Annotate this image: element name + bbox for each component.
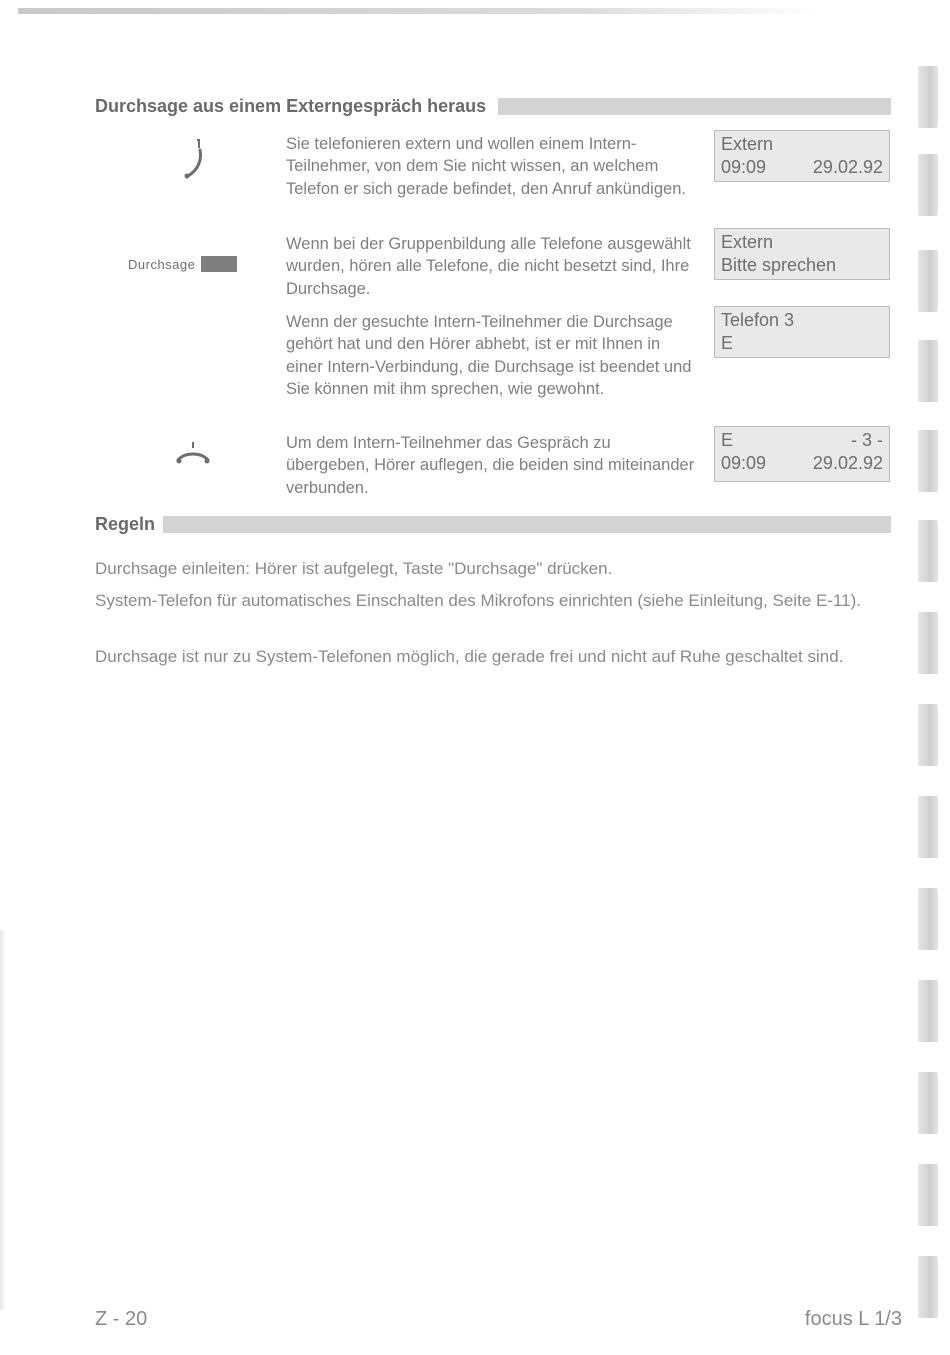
display-text: 29.02.92 bbox=[812, 157, 883, 177]
display-row bbox=[721, 332, 883, 355]
display-row bbox=[721, 254, 883, 277]
phone-display-2 bbox=[714, 228, 890, 280]
section-heading-regeln bbox=[95, 513, 891, 535]
display-row bbox=[721, 231, 883, 254]
top-rule bbox=[18, 8, 818, 14]
display-row bbox=[721, 133, 883, 156]
register-tab[interactable] bbox=[918, 340, 938, 402]
handset-down-icon bbox=[175, 440, 211, 466]
display-row bbox=[721, 452, 883, 475]
phone-display-4 bbox=[714, 426, 890, 482]
display-text: Telefon 3 bbox=[721, 310, 795, 330]
rule-item: System-Telefon für automatisches Einschalten des Mikrofons einrichten (siehe Einleitung, Seite E-11). bbox=[95, 591, 862, 610]
register-tab[interactable] bbox=[918, 430, 938, 492]
section-title: Durchsage aus einem Externgespräch heraus bbox=[95, 95, 487, 116]
paragraph-answer: Wenn der gesuchte Intern-Teilnehmer die Durchsage gehört hat und den Hörer abhebt, ist er mit Ihnen in einer Intern-Verbindung, die Durchsage ist beendet und Sie können mit ihm sprechen, wie gewohnt. bbox=[286, 313, 692, 398]
heading-bar bbox=[163, 516, 891, 533]
softkey-button[interactable] bbox=[201, 256, 237, 272]
register-tab[interactable] bbox=[918, 612, 938, 674]
durchsage-softkey[interactable] bbox=[128, 256, 237, 272]
register-tab[interactable] bbox=[918, 980, 938, 1042]
display-text: 09:09 bbox=[721, 157, 767, 177]
register-tab[interactable] bbox=[918, 888, 938, 950]
product-name: focus L 1/3 bbox=[804, 1308, 902, 1330]
display-text: E bbox=[721, 333, 734, 353]
register-tab[interactable] bbox=[918, 520, 938, 582]
phone-display-1 bbox=[714, 130, 890, 182]
rule-item: Durchsage einleiten: Hörer ist aufgelegt, Taste "Durchsage" drücken. bbox=[95, 559, 613, 578]
display-text: Extern bbox=[721, 232, 774, 252]
register-tab[interactable] bbox=[918, 704, 938, 766]
handset-lifted-icon bbox=[178, 136, 204, 180]
display-text: Extern bbox=[721, 134, 774, 154]
display-row bbox=[721, 429, 883, 452]
phone-display-3 bbox=[714, 306, 890, 358]
rule-item: Durchsage ist nur zu System-Telefonen möglich, die gerade frei und nicht auf Ruhe geschaltet sind. bbox=[95, 647, 844, 666]
register-tab[interactable] bbox=[918, 1164, 938, 1226]
register-tab[interactable] bbox=[918, 154, 938, 216]
page-edge-shadow bbox=[0, 930, 6, 1310]
display-text: - 3 - bbox=[850, 430, 883, 450]
display-text: E bbox=[721, 430, 734, 450]
paragraph-group: Wenn bei der Gruppenbildung alle Telefone ausgewählt wurden, hören alle Telefone, die nicht besetzt sind, Ihre Durchsage. bbox=[286, 235, 691, 298]
page-number: Z - 20 bbox=[95, 1308, 148, 1330]
display-text: 09:09 bbox=[721, 453, 767, 473]
paragraph-intro: Sie telefonieren extern und wollen einem Intern-Teilnehmer, von dem Sie nicht wissen, an welchem Telefon er sich gerade befindet, den Anruf ankündigen. bbox=[286, 135, 686, 198]
register-tab[interactable] bbox=[918, 796, 938, 858]
register-tab[interactable] bbox=[918, 250, 938, 312]
display-text: Bitte sprechen bbox=[721, 255, 837, 275]
display-text: 29.02.92 bbox=[812, 453, 883, 473]
section-title: Regeln bbox=[95, 513, 156, 534]
register-tab[interactable] bbox=[918, 66, 938, 128]
section-heading-durchsage bbox=[95, 95, 891, 117]
register-tab[interactable] bbox=[918, 1072, 938, 1134]
heading-bar bbox=[498, 98, 891, 115]
softkey-label: Durchsage bbox=[128, 256, 196, 272]
display-row bbox=[721, 309, 883, 332]
paragraph-transfer: Um dem Intern-Teilnehmer das Gespräch zu übergeben, Hörer auflegen, die beiden sind miteinander verbunden. bbox=[286, 434, 695, 497]
register-tab[interactable] bbox=[918, 1256, 938, 1318]
display-row bbox=[721, 156, 883, 179]
